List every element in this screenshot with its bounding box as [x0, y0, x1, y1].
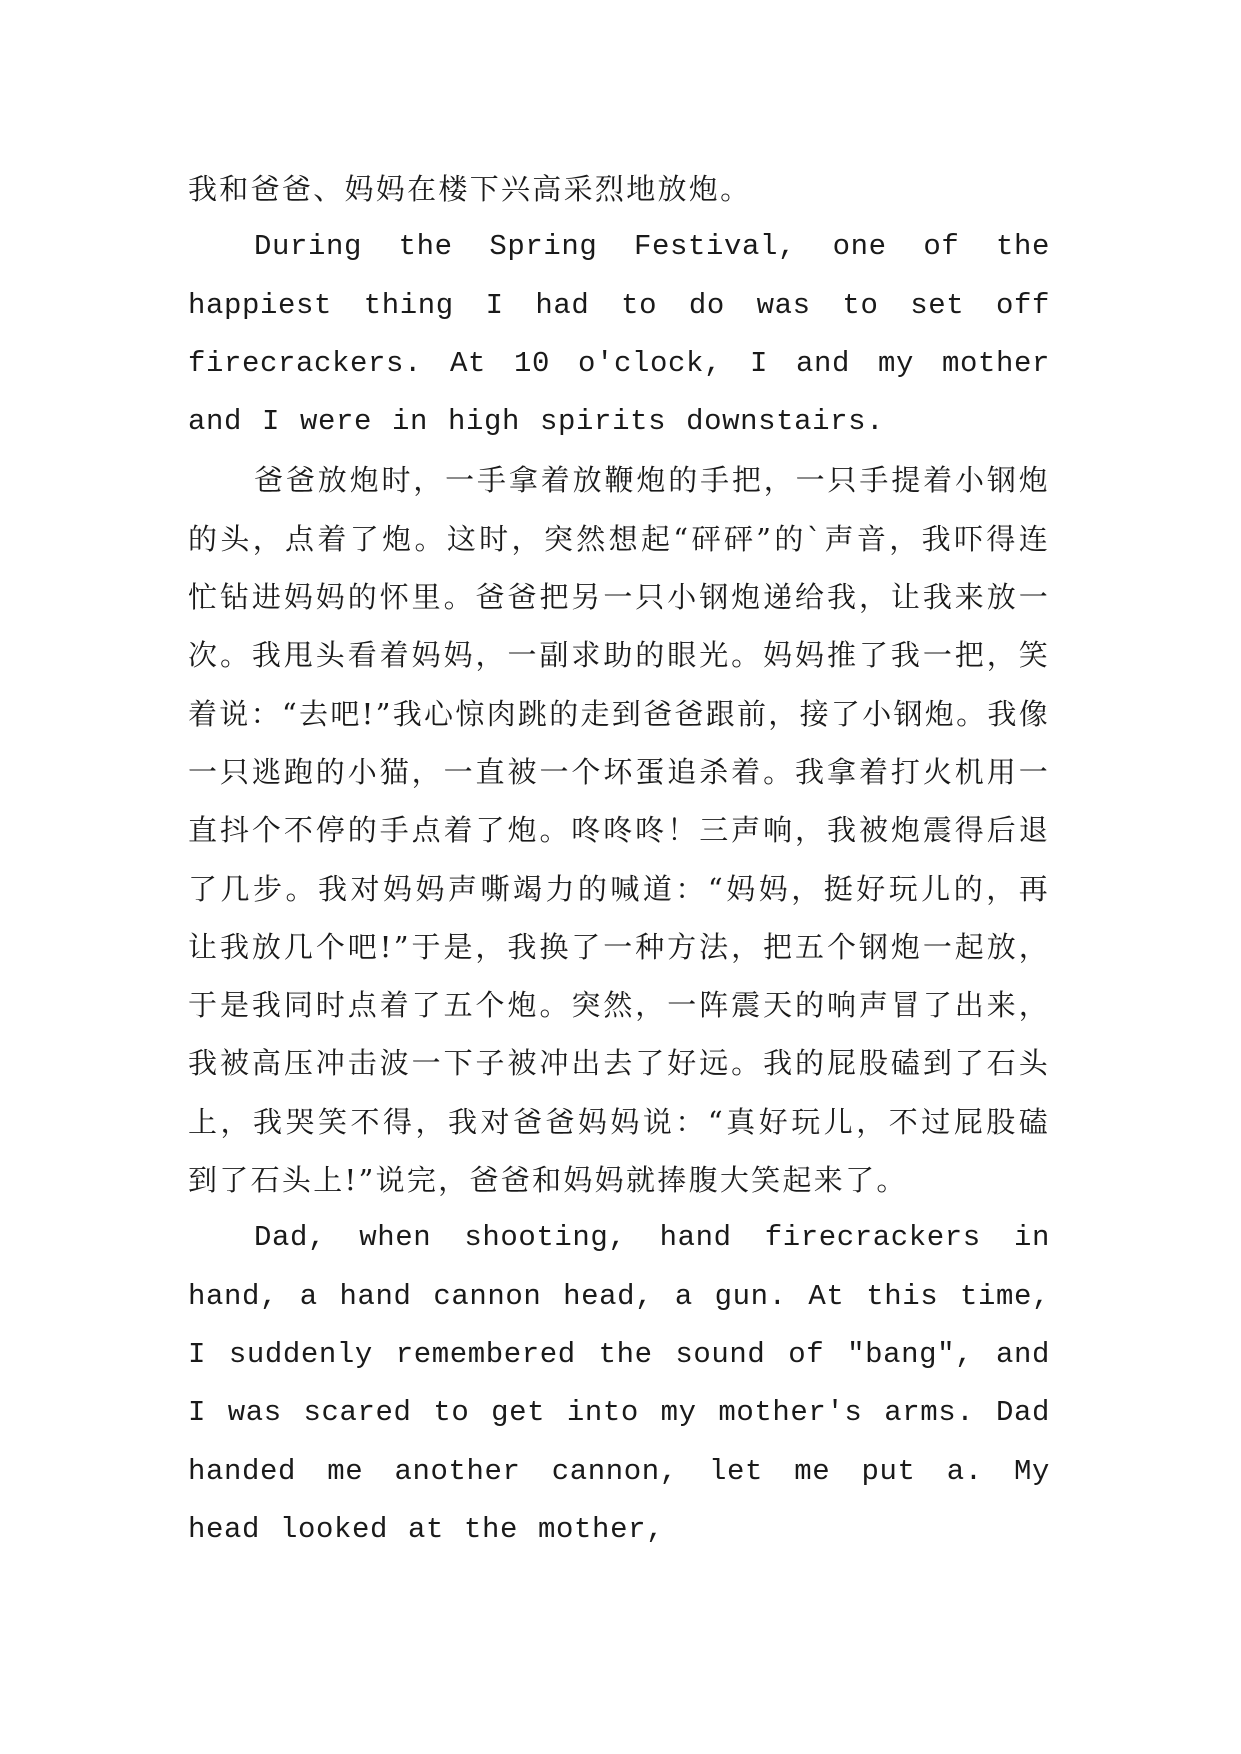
- paragraph-chinese-firecrackers: 爸爸放炮时，一手拿着放鞭炮的手把，一只手提着小钢炮的头，点着了炮。这时，突然想起“砰砰”的`声音，我吓得连忙钻进妈妈的怀里。爸爸把另一只小钢炮递给我，让我来放一次。我甩头看着妈妈，一副求助的眼光。妈妈推了我一把，笑着说：“去吧!”我心惊肉跳的走到爸爸跟前，接了小钢炮。我像一只逃跑的小猫，一直被一个坏蛋追杀着。我拿着打火机用一直抖个不停的手点着了炮。咚咚咚！三声响，我被炮震得后退了几步。我对妈妈声嘶竭力的喊道：“妈妈，挺好玩儿的，再让我放几个吧!”于是，我换了一种方法，把五个钢炮一起放，于是我同时点着了五个炮。突然，一阵震天的响声冒了出来，我被高压冲击波一下子被冲出去了好远。我的屁股磕到了石头上，我哭笑不得，我对爸爸妈妈说：“真好玩儿，不过屁股磕到了石头上!”说完，爸爸和妈妈就捧腹大笑起来了。: [188, 463, 1051, 1198]
- paragraph-english-translation-1: During the Spring Festival, one of the happiest thing I had to do was to set off firecrackers. At 10 o'clock, I and my mother and I were in high spirits downstairs.: [188, 230, 1050, 439]
- paragraph-english-translation-2: Dad, when shooting, hand firecrackers in hand, a hand cannon head, a gun. At this time, I suddenly remembered the sound of "bang", and I was scared to get into my mother's arms. Dad handed me another cannon, let me put a. My head looked at the mother,: [188, 1221, 1050, 1546]
- document-body: [188, 160, 1050, 1559]
- paragraph-chinese-continued: 我和爸爸、妈妈在楼下兴高采烈地放炮。: [188, 172, 752, 206]
